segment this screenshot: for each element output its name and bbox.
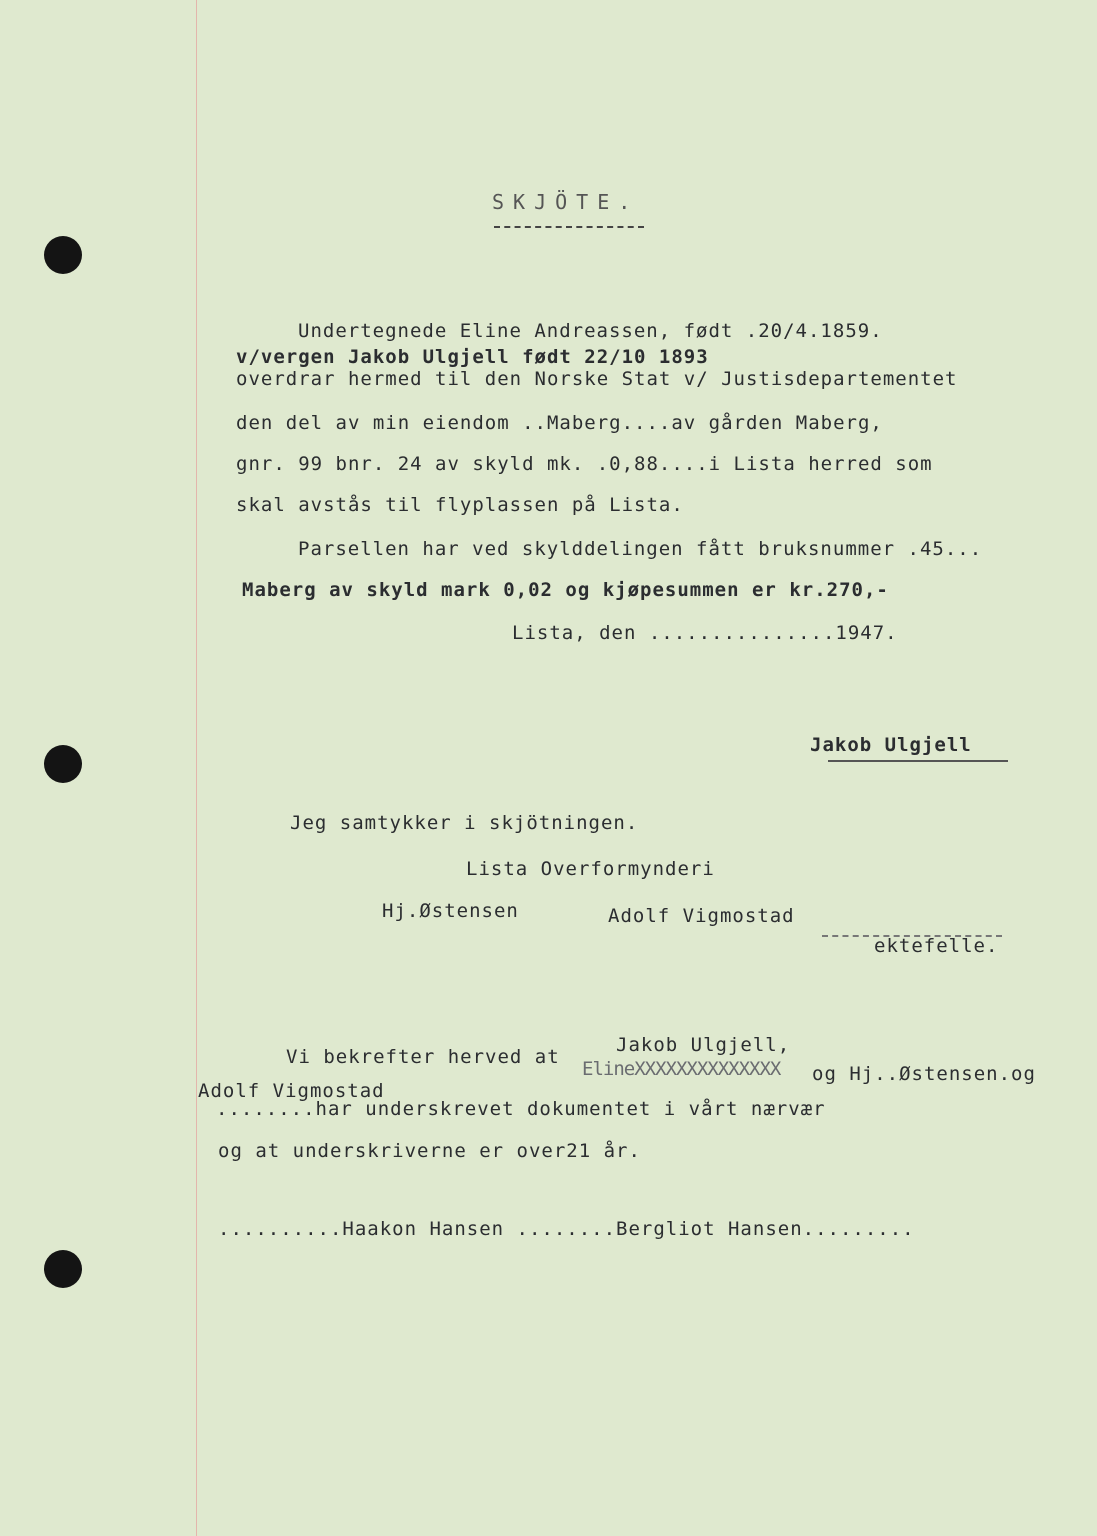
body-line-2: v/vergen Jakob Ulgjell født 22/10 1893 [236, 346, 709, 368]
body-line-1: Undertegnede Eline Andreassen, født .20/4.1859. [298, 320, 883, 342]
body-line-8: Maberg av skyld mark 0,02 og kjøpesummen er kr.270,- [242, 579, 889, 601]
body-line-6: skal avstås til flyplassen på Lista. [236, 494, 684, 516]
witness-name-above: Jakob Ulgjell, [616, 1034, 791, 1056]
witness-line-3: og at underskriverne er over21 år. [218, 1140, 641, 1162]
witness-signatures: ..........Haakon Hansen ........Bergliot Hansen......... [218, 1218, 915, 1240]
place-date-line: Lista, den ...............1947. [512, 622, 898, 644]
witness-signer-name: Adolf Vigmostad [198, 1080, 385, 1102]
body-line-5: gnr. 99 bnr. 24 av skyld mk. .0,88....i Lista herred som [236, 453, 933, 475]
main-signature: Jakob Ulgjell [810, 734, 972, 756]
punch-hole [44, 745, 82, 783]
witness-line-2: ........har underskrevet dokumentet i vårt nærvær [216, 1098, 826, 1120]
consent-signer-1: Hj.Østensen [382, 900, 519, 922]
struck-text: ElineXXXXXXXXXXXXXX [582, 1058, 781, 1080]
consent-signer-2: Adolf Vigmostad [608, 905, 795, 927]
witness-line-1-start: Vi bekrefter herved at [286, 1046, 560, 1068]
document-title: SKJÖTE. [492, 190, 640, 214]
punch-hole [44, 1250, 82, 1288]
body-line-7: Parsellen har ved skylddelingen fått bruksnummer .45... [298, 538, 983, 560]
spouse-label: ektefelle. [874, 935, 999, 957]
body-line-3: overdrar hermed til den Norske Stat v/ Justisdepartementet [236, 368, 958, 390]
consent-org: Lista Overformynderi [466, 858, 715, 880]
margin-line [196, 0, 197, 1536]
title-underline [494, 226, 644, 228]
consent-text: Jeg samtykker i skjötningen. [290, 812, 639, 834]
body-line-4: den del av min eiendom ..Maberg....av gården Maberg, [236, 412, 883, 434]
witness-line-1-end: og Hj..Østensen.og [812, 1063, 1036, 1085]
signature-rule [828, 760, 1008, 762]
punch-hole [44, 236, 82, 274]
